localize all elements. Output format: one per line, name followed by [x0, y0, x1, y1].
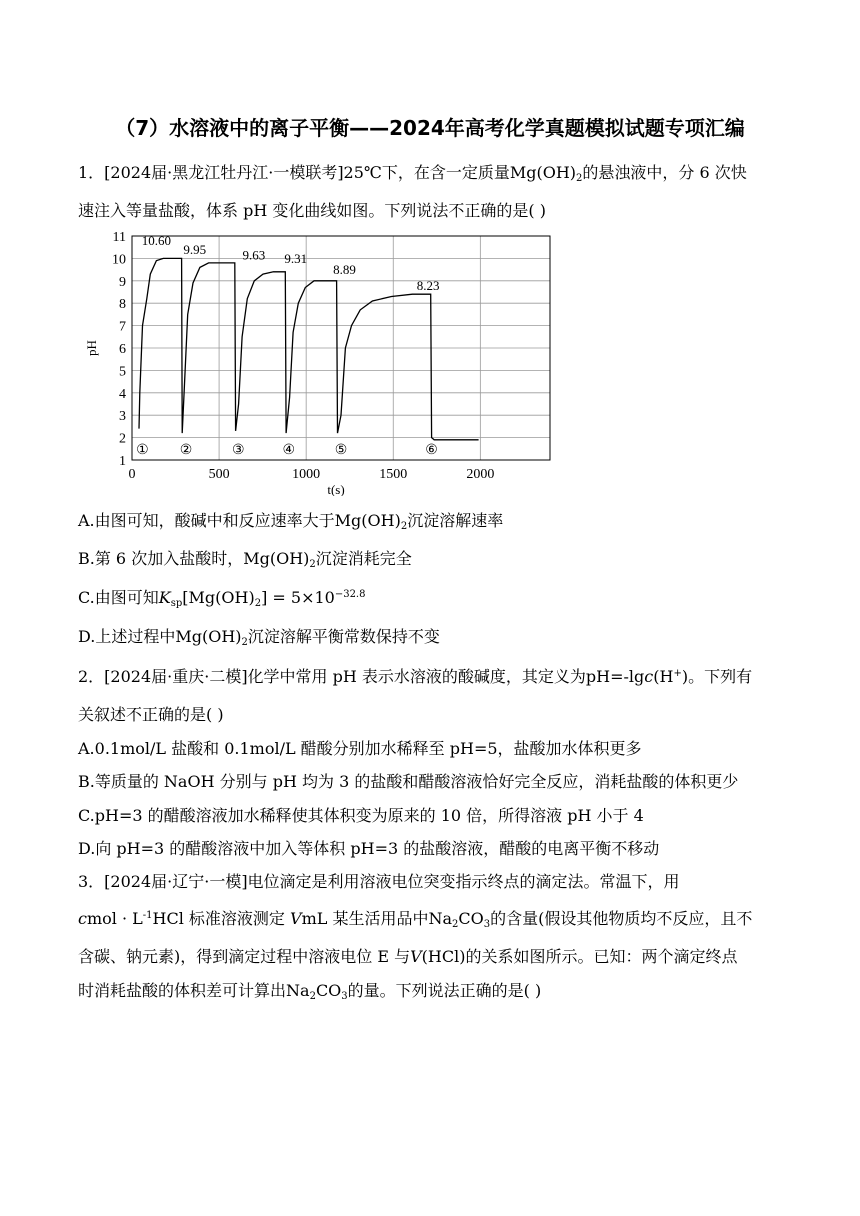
- q1-text-b: 的悬浊液中，分 6 次快: [582, 163, 747, 182]
- q1-option-d: [78, 624, 440, 648]
- x-tick-label: 500: [208, 467, 230, 482]
- q1-option-d-text: D.上述过程中: [78, 627, 176, 646]
- q3-line4: [78, 978, 541, 1002]
- x-axis-label: t(s): [327, 482, 345, 496]
- q3-line4-co-sub: 3: [341, 991, 348, 1002]
- q1-chem-sub: 2: [576, 173, 583, 184]
- x-tick-label: 0: [128, 467, 136, 482]
- q3-line4-na-sub: 2: [309, 991, 316, 1002]
- q2-c: c: [644, 667, 654, 686]
- q2-option-d: D.向 pH=3 的醋酸溶液中加入等体积 pH=3 的盐酸溶液，醋酸的电离平衡不移动: [78, 839, 660, 858]
- q2-end: )。下列有: [681, 667, 753, 686]
- q1-option-d-sub: 2: [241, 637, 248, 648]
- q2-line2: 关叙述不正确的是( ): [78, 705, 224, 724]
- y-tick-label: 3: [119, 409, 126, 425]
- q1-option-b-chem: Mg(OH): [243, 549, 310, 568]
- data-label: 10.60: [141, 232, 172, 248]
- q2-h: (H: [653, 667, 674, 686]
- q1-option-c-close: ] = 5×10: [261, 588, 335, 607]
- q1-option-d-text2: 沉淀溶解平衡常数保持不变: [247, 627, 440, 646]
- q3-na-sub: 2: [452, 919, 459, 930]
- injection-marker: ⑥: [425, 442, 438, 458]
- q1-option-a-chem: Mg(OH): [334, 511, 401, 530]
- q1-text-a: 1．[2024届·黑龙江牡丹江·一模联考]25℃下，在含一定质量: [78, 163, 510, 182]
- q2-option-a: A.0.1mol/L 盐酸和 0.1mol/L 醋酸分别加水稀释至 pH=5，盐酸加水体积更多: [78, 739, 642, 758]
- data-label: 9.31: [284, 250, 308, 266]
- q3-text-b: mL 某生活用品中: [301, 909, 429, 928]
- injection-marker: ③: [231, 442, 245, 458]
- injection-marker: ⑤: [334, 442, 348, 458]
- q3-line3-v: V: [410, 947, 422, 966]
- ph-chart: [78, 224, 558, 496]
- q1-option-b-text2: 沉淀消耗完全: [315, 549, 412, 568]
- data-label: 9.95: [183, 241, 207, 257]
- q3-line3-a: 含碳、钠元素)，得到滴定过程中溶液电位 E 与: [78, 947, 411, 966]
- y-tick-label: 7: [119, 319, 126, 335]
- q1-option-a-sub: 2: [400, 521, 408, 532]
- data-label: 8.23: [416, 277, 440, 293]
- y-tick-label: 8: [119, 297, 126, 313]
- q2-option-c: C.pH=3 的醋酸溶液加水稀释使其体积变为原来的 10 倍，所得溶液 pH 小于 4: [78, 806, 644, 825]
- x-tick-label: 1000: [292, 467, 321, 482]
- injection-marker: ④: [282, 442, 296, 458]
- q1-option-c-sub: 2: [254, 598, 262, 609]
- q3-line4-na: Na: [286, 981, 310, 1000]
- y-axis-label: pH: [84, 340, 99, 356]
- q3-text-a: HCl 标准溶液测定: [152, 909, 285, 928]
- q2-text: 2．[2024届·重庆·二模]化学中常用 pH 表示水溶液的酸碱度，其定义为pH=-lg: [78, 667, 645, 686]
- q3-line4-a: 时消耗盐酸的体积差可计算出: [78, 981, 287, 1000]
- injection-marker: ②: [179, 442, 193, 458]
- q1-line1: [78, 160, 747, 184]
- injection-marker: ①: [136, 442, 149, 458]
- q3-co: CO: [458, 909, 484, 928]
- y-tick-label: 4: [119, 386, 126, 402]
- y-tick-label: 9: [119, 274, 126, 290]
- q3-line1: 3．[2024届·辽宁·一模]电位滴定是利用溶液电位突变指示终点的滴定法。常温下，用: [78, 872, 680, 891]
- q1-chem: Mg(OH): [509, 163, 577, 182]
- q3-na: Na: [428, 909, 453, 928]
- q3-c: c: [78, 909, 87, 928]
- q3-line3: [78, 944, 737, 967]
- y-tick-label: 10: [112, 252, 126, 268]
- y-tick-label: 6: [119, 342, 126, 357]
- q1-option-b-sub: 2: [309, 559, 316, 570]
- q1-option-b-text: B.第 6 次加入盐酸时，: [78, 549, 244, 568]
- q1-option-c-exp: −32.8: [334, 589, 366, 600]
- q3-unit-sup: -1: [142, 910, 153, 921]
- q2-option-b: B.等质量的 NaOH 分别与 pH 均为 3 的盐酸和醋酸溶液恰好完全反应，消耗盐酸的体积更少: [78, 772, 739, 791]
- page-title: （7）水溶液中的离子平衡——2024年高考化学真题模拟试题专项汇编: [115, 116, 745, 140]
- q1-option-a-text2: 沉淀溶解速率: [407, 511, 504, 530]
- x-tick-label: 2000: [466, 467, 495, 482]
- q1-option-c-sp: sp: [170, 598, 183, 609]
- y-tick-label: 5: [119, 364, 126, 380]
- q2-plus: +: [673, 668, 682, 679]
- q1-option-b: [78, 546, 412, 570]
- y-tick-label: 2: [119, 431, 126, 447]
- q3-line4-co: CO: [315, 981, 342, 1000]
- data-label: 9.63: [242, 247, 266, 263]
- q3-line2: [78, 906, 752, 930]
- q3-text-c: 的含量(假设其他物质均不反应，且不: [490, 909, 753, 928]
- q1-option-d-chem: Mg(OH): [175, 627, 242, 646]
- q3-unit: mol · L: [86, 909, 143, 928]
- q1-line2: 速注入等量盐酸，体系 pH 变化曲线如图。下列说法不正确的是( ): [78, 201, 546, 220]
- q2-line1: [78, 664, 752, 687]
- q1-option-c-text: C.由图可知: [78, 588, 159, 607]
- q1-option-a-text: A.由图可知，酸碱中和反应速率大于: [78, 511, 335, 530]
- data-label: 8.89: [333, 262, 356, 278]
- y-tick-label: 11: [112, 230, 126, 245]
- x-tick-label: 1500: [379, 467, 408, 482]
- q1-option-c-expr: [Mg(OH): [182, 588, 255, 607]
- y-tick-label: 1: [119, 454, 126, 469]
- q3-line4-b: 的量。下列说法正确的是( ): [347, 981, 542, 1000]
- q3-v: V: [290, 909, 302, 928]
- q1-option-c-k: K: [158, 588, 171, 607]
- q3-line3-b: (HCl)的关系如图所示。已知：两个滴定终点: [421, 947, 738, 966]
- q3-co-sub: 3: [483, 919, 491, 930]
- q1-option-a: [78, 508, 503, 532]
- q1-option-c: [78, 585, 365, 609]
